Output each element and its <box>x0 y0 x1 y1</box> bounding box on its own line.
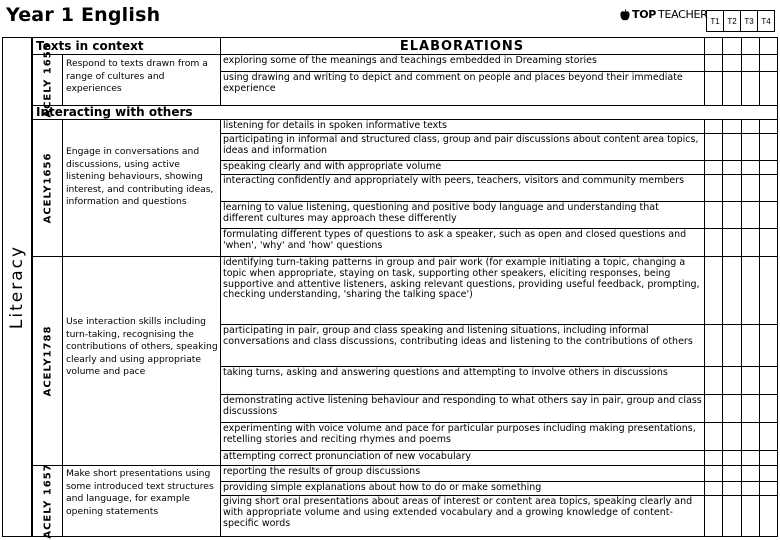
content-description: Respond to texts drawn from a range of cultures and experiences <box>66 58 208 94</box>
elaboration-item: demonstrating active listening behaviour and responding to what others say in pair, group and class discussions <box>223 395 702 417</box>
content-description: Use interaction skills including turn-taking, recognising the contributions of others, speaking clearly and using appropriate volume and pace <box>66 316 218 377</box>
literacy-strand <box>2 37 32 537</box>
section-texts-in-context: Texts in context <box>36 39 144 53</box>
term-3: T3 <box>741 11 758 32</box>
term-1: T1 <box>707 11 724 32</box>
curriculum-table <box>32 37 778 537</box>
literacy-label: Literacy <box>7 244 27 330</box>
elaboration-item: experimenting with voice volume and pace for particular purposes including making presentations, retelling stories and reciting rhymes and poems <box>223 423 696 445</box>
apple-icon <box>620 9 630 21</box>
curriculum-code: ACELY1656 <box>42 152 53 223</box>
elaboration-item: speaking clearly and with appropriate volume <box>223 161 442 172</box>
elaboration-item: providing simple explanations about how to do or make something <box>223 482 542 493</box>
elaboration-item: attempting correct pronunciation of new vocabulary <box>223 451 471 462</box>
brand-top: TOP <box>632 8 657 21</box>
code-cell <box>33 41 62 118</box>
elaboration-item: taking turns, asking and answering questions and attempting to involve others in discussions <box>223 367 668 378</box>
section-interacting-with-others: Interacting with others <box>36 105 193 119</box>
elaboration-item: learning to value listening, questioning and positive body language and understanding that different cultures may approach these differently <box>223 202 659 224</box>
elaboration-item: reporting the results of group discussions <box>223 466 421 477</box>
content-description: Engage in conversations and discussions, using active listening behaviours, showing interest, and contributing ideas, information and questions <box>66 146 214 207</box>
elaboration-item: formulating different types of questions to ask a speaker, such as open and closed questions and 'when', 'why' and 'how' questions <box>223 229 687 251</box>
elaboration-item: giving short oral presentations about areas of interest or content area topics, speaking clearly and with appropriate volume and using extended vocabulary and a growing knowledge of content-specific words <box>223 496 693 529</box>
elaboration-item: interacting confidently and appropriately with peers, teachers, visitors and community members <box>223 175 685 186</box>
page-title: Year 1 English <box>6 4 161 26</box>
curriculum-code: ACELY 1655 <box>42 41 53 118</box>
elaboration-item: identifying turn-taking patterns in group and pair work (for example initiating a topic, changing a topic when appropriate, staying on task, supporting other speakers, eliciting responses, being supportive and attentive listeners, asking relevant questions, providing useful feedback, prompting, checking understanding, 'sharing the talking space') <box>223 257 700 301</box>
elaboration-item: participating in pair, group and class speaking and listening situations, including informal conversations and class discussions, contributing ideas and listening to the contributions of others <box>223 325 693 347</box>
brand-teacher: TEACHER <box>658 8 708 21</box>
code-cell <box>33 256 62 465</box>
elaboration-item: participating in informal and structured class, group and pair discussions about content area topics, ideas and information <box>223 134 699 156</box>
term-header <box>706 10 775 32</box>
term-2: T2 <box>724 11 741 32</box>
term-4: T4 <box>758 11 775 32</box>
elaboration-item: exploring some of the meanings and teachings embedded in Dreaming stories <box>223 55 597 66</box>
elaboration-item: listening for details in spoken informative texts <box>223 120 447 131</box>
content-description: Make short presentations using some introduced text structures and language, for example opening statements <box>66 468 214 517</box>
elaborations-heading: ELABORATIONS <box>399 39 525 54</box>
code-cell <box>33 119 62 256</box>
curriculum-code: ACELY1788 <box>42 325 53 396</box>
brand-logo <box>620 8 707 21</box>
curriculum-code: ACELY 1657 <box>42 463 53 539</box>
elaboration-item: using drawing and writing to depict and comment on people and places beyond their immediate experience <box>223 72 683 94</box>
code-cell <box>33 465 62 537</box>
